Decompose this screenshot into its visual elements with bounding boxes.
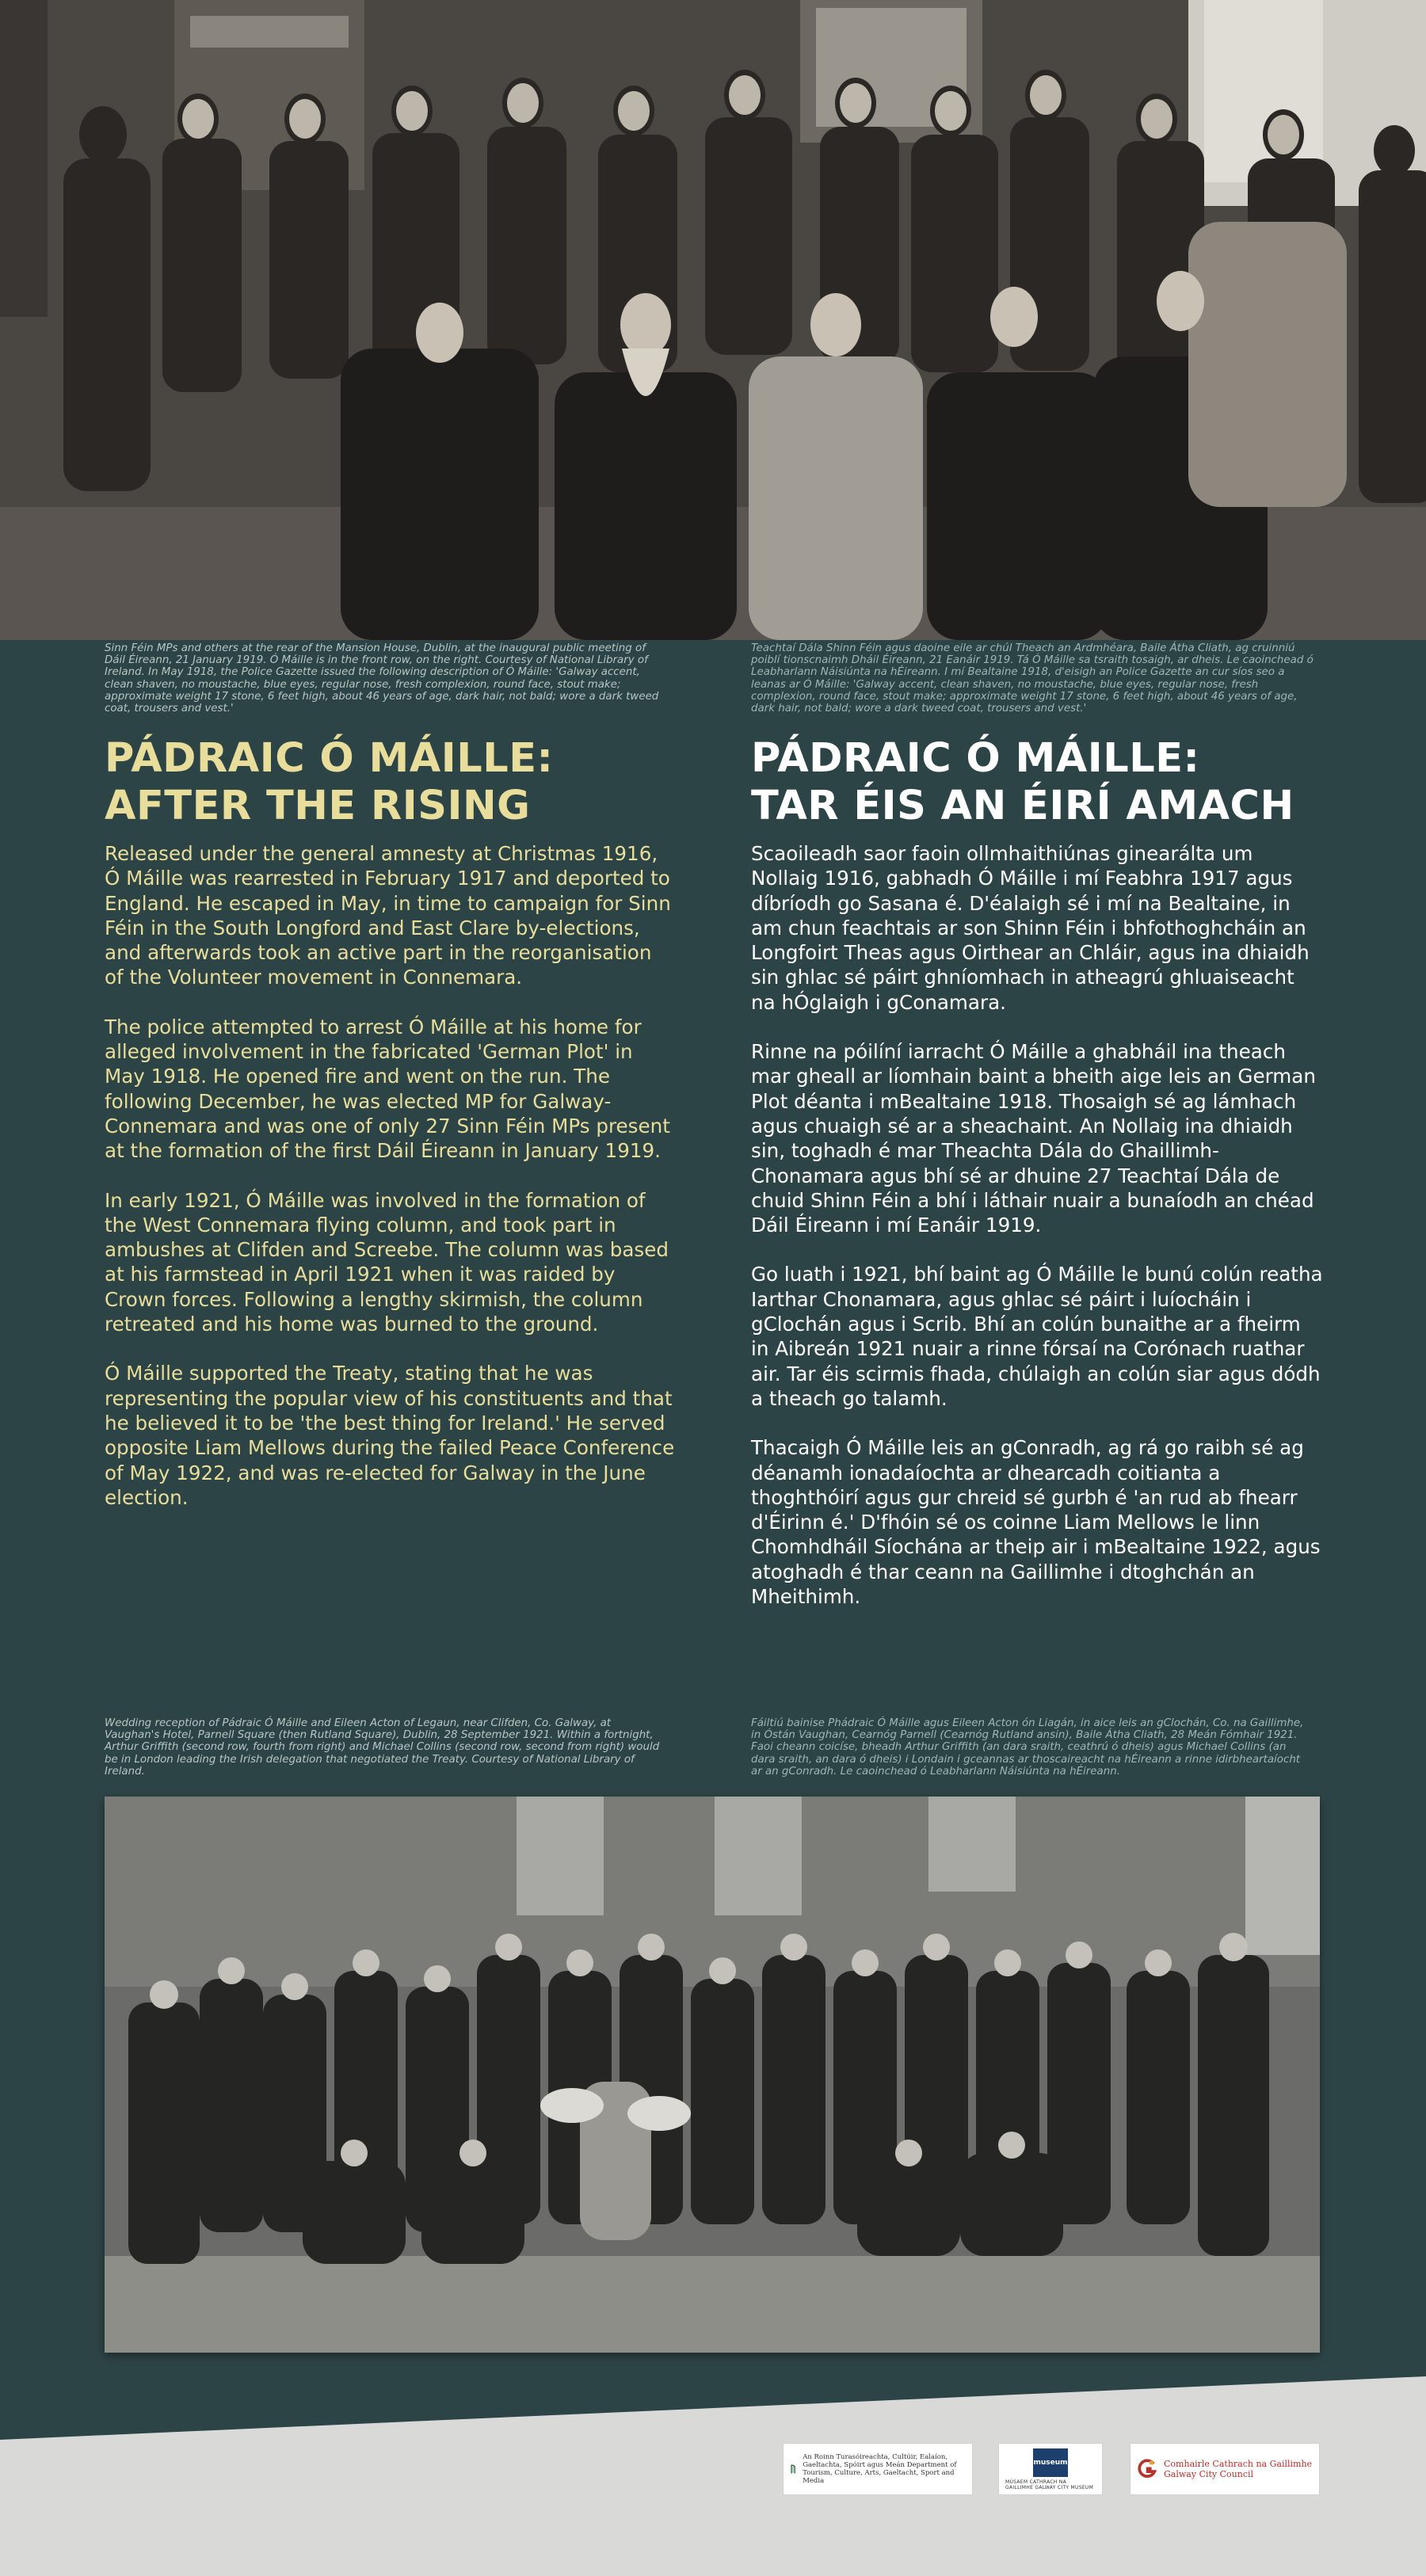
museum-logo <box>998 2443 1103 2495</box>
heading-english-line2: AFTER THE RISING <box>105 783 531 829</box>
body-irish-paragraph: Scaoileadh saor faoin ollmhaithiúnas ginearálta um Nollaig 1916, gabhadh Ó Máille i mí Feabhra 1917 agus díbríodh go Sasana é. D'éalaigh sé i mí na Bealtaine, in am chun feachtais ar son Shinn Féin i bhfothoghcháin an Longfoirt Theas agus Oirthear an Chláir, agus ina dhiaidh sin ghlac sé páirt ghníomhach in atheagrú ghluaiseacht na hÓglaigh i gConamara. <box>751 842 1310 1014</box>
body-irish-paragraph: Go luath i 1921, bhí baint ag Ó Máille le bunú colún reatha Iarthar Chonamara, agus ghlac sé páirt i luíocháin i gClochán agus i Scrib. Bhí an colún bunaithe ar a fheirm in Aibreán 1921 nuair a rinne fórsaí na Corónach ruathar air. Tar éis scirmis fhada, chúlaigh an colún siar agus dódh a theach go talamh. <box>751 1263 1323 1410</box>
body-english-paragraph: In early 1921, Ó Máille was involved in the formation of the West Connemara flying column, and took part in ambushes at Clifden and Screebe. The column was based at his farmstead in April 1921 when it was raided by Crown forces. Following a lengthy skirmish, the column retreated and his home was burned to the ground. <box>105 1188 669 1336</box>
bottom-photo-caption-en: Wedding reception of Pádraic Ó Máille and Eileen Acton of Legaun, near Clifden, Co. Galway, at Vaughan's Hotel, Parnell Square (then Rutland Square), Dublin, 28 September 1921. Within a fortnight, Arthur Griffith (second row, fourth from right) and Michael Collins (second row, second from right) would be in London leading the Irish delegation that negotiated the Treaty. Courtesy of National Library of Ireland. <box>105 1717 660 1778</box>
body-english <box>105 841 675 1534</box>
harp-icon <box>790 2453 796 2485</box>
wedding-photo-illustration <box>105 1797 1320 2353</box>
body-english-paragraph: Ó Máille supported the Treaty, stating that he was representing the popular view of his constituents and that he believed it to be 'the best thing for Ireland.' He served opposite Liam Mellows during the failed Peace Conference of May 1922, and was re-elected for Galway in the June election. <box>105 1362 675 1509</box>
council-logo <box>1130 2443 1320 2495</box>
wedding-photograph <box>105 1797 1320 2353</box>
body-english-paragraph: The police attempted to arrest Ó Máille at his home for alleged involvement in the fabricated 'German Plot' in May 1918. He opened fire and went on the run. The following December, he was elected MP for Galway-Connemara and was one of only 27 Sinn Féin MPs present at the formation of the first Dáil Éireann in January 1919. <box>105 1015 670 1163</box>
department-logo-text: An Roinn Turasóireachta, Cultúir, Ealaíon, Gaeltachta, Spóirt agus Meán Department of Tourism, Culture, Arts, Gaeltacht, Sport and Media <box>803 2453 957 2485</box>
heading-irish <box>751 735 1353 830</box>
top-photo-caption-en: Sinn Féin MPs and others at the rear of the Mansion House, Dublin, at the inaugural public meeting of Dáil Éireann, 21 January 1919. Ó Máille is in the front row, on the right. Courtesy of National Library of Ireland. In May 1918, the Police Gazette issued the following description of Ó Máille: 'Galway accent, clean shaven, no moustache, blue eyes, regular nose, fresh complexion, round face, stout make; approximate weight 17 stone, 6 feet high, about 46 years of age, dark hair, not bald; wore a dark tweed coat, trousers and vest.' <box>105 642 659 715</box>
top-photograph <box>0 0 1426 640</box>
council-g-icon <box>1137 2452 1157 2486</box>
body-irish-paragraph: Rinne na póilíní iarracht Ó Máille a ghabháil ina theach mar gheall ar líomhain baint a bheith aige leis an German Plot déanta i mBealtaine 1918. Thosaigh sé ag lámhach agus chuaigh sé ar a sheachaint. An Nollaig ina dhiaidh sin, toghadh é mar Theachta Dála do Ghaillimh-Chonamara agus bhí sé ar dhuine 27 Teachtaí Dála de chuid Shinn Féin a bhí i láthair nuair a bunaíodh an chéad Dáil Éireann i mí Eanáir 1919. <box>751 1040 1316 1237</box>
heading-english <box>105 735 675 830</box>
top-photo-illustration <box>0 0 1426 640</box>
top-photo-caption-ga: Teachtaí Dála Shinn Féin agus daoine eile ar chúl Theach an Ardmhéara, Baile Átha Cliath, ag cruinniú poiblí tionscnaimh Dháil Éireann, 21 Eanáir 1919. Tá Ó Máille sa tsraith tosaigh, ar dheis. Le caoinchead ó Leabharlann Náisiúnta na hÉireann. I mí Bealtaine 1918, d'eisigh an Police Gazette an cur síos seo a leanas ar Ó Máille: 'Galway accent, clean shaven, no moustache, blue eyes, regular nose, fresh complexion, round face, stout make; approximate weight 17 stone, 6 feet high, about 46 years of age, dark hair, not bald; wore a dark tweed coat, trousers and vest.' <box>751 642 1314 715</box>
council-logo-text: Comhairle Cathrach na Gaillimhe Galway City Council <box>1164 2459 1313 2479</box>
heading-english-line1: PÁDRAIC Ó MÁILLE: <box>105 735 554 782</box>
body-irish-paragraph: Thacaigh Ó Máille leis an gConradh, ag rá go raibh sé ag déanamh ionadaíochta ar dhearcadh coitianta a thoghthóirí agus gur chreid sé gurbh é 'an rud ab fhearr d'Éirinn é.' D'fhóin sé os coinne Liam Mellows le linn Chomhdháil Síochána ar theip air i mBealtaine 1922, agus atoghadh é thar ceann na Gaillimhe i dtoghchán an Mheithimh. <box>751 1436 1321 1609</box>
heading-irish-line1: PÁDRAIC Ó MÁILLE: <box>751 735 1200 782</box>
museum-logo-subtext: MÚSAEM CATHRACH NA GAILLIMHE GALWAY CITY MUSEUM <box>1005 2479 1094 2490</box>
bottom-photo-caption-ga: Fáiltiú bainise Phádraic Ó Máille agus Eileen Acton ón Liagán, in aice leis an gClochán, Co. na Gaillimhe, in Óstán Vaughan, Cearnóg Parnell (Cearnóg Rutland ansin), Baile Átha Cliath, 28 Meán Fómhair 1921. Faoi cheann coicíse, bheadh Arthur Griffith (an dara sraith, ceathrú ó dheis) agus Michael Collins (an dara sraith, an dara ó dheis) i Londain i gceannas ar thoscaireacht na hÉireann a rinne idirbheartaíocht ar an gConradh. Le caoinchead ó Leabharlann Náisiúnta na hÉireann. <box>751 1717 1304 1778</box>
body-irish <box>751 841 1323 1633</box>
museum-logo-mark: museum <box>1033 2448 1068 2477</box>
department-logo <box>783 2443 973 2495</box>
body-english-paragraph: Released under the general amnesty at Christmas 1916, Ó Máille was rearrested in February 1917 and deported to England. He escaped in May, in time to campaign for Sinn Féin in the South Longford and East Clare by-elections, and afterwards took an active part in the reorganisation of the Volunteer movement in Connemara. <box>105 842 671 989</box>
heading-irish-line2: TAR ÉIS AN ÉIRÍ AMACH <box>751 783 1294 829</box>
